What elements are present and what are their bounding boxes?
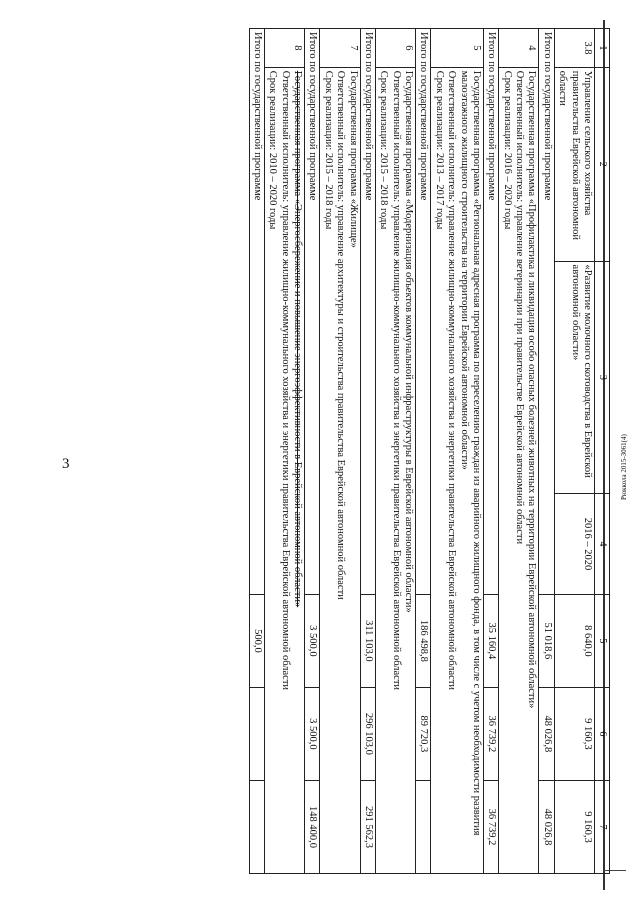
header-cell: 3 bbox=[595, 261, 610, 494]
value-cell: 35 160,4 bbox=[484, 594, 499, 687]
program-row bbox=[376, 29, 416, 874]
program-description bbox=[431, 67, 484, 873]
row-number: 8 bbox=[265, 29, 305, 68]
total-row bbox=[539, 29, 554, 874]
row-number: 5 bbox=[431, 29, 484, 68]
program-period: Срок реализации: 2015 – 2018 годы bbox=[378, 70, 390, 230]
total-label: Итого по государственной программе bbox=[360, 29, 375, 595]
value-cell: 311 103,0 bbox=[360, 594, 375, 687]
total-row bbox=[305, 29, 320, 874]
total-row bbox=[249, 29, 264, 874]
header-cell: 4 bbox=[595, 494, 610, 595]
program-row bbox=[320, 29, 360, 874]
rotated-table-sheet bbox=[102, 28, 610, 874]
header-row bbox=[595, 29, 610, 874]
program-title: Государственная программа «Модернизация объектов коммунальной инфраструктуры в Еврейской автономной области» bbox=[403, 70, 415, 613]
program-period: Срок реализации: 2016 – 2020 годы bbox=[501, 70, 513, 230]
value-cell: 36 739,2 bbox=[484, 780, 499, 873]
program-period: Срок реализации: 2010 – 2020 годы bbox=[267, 70, 279, 230]
value-cell bbox=[249, 780, 264, 873]
period-cell: 2016 – 2020 bbox=[554, 494, 594, 595]
program-description bbox=[499, 67, 539, 873]
header-cell: 7 bbox=[595, 780, 610, 873]
total-label: Итого по государственной программе bbox=[416, 29, 431, 595]
table-row bbox=[554, 29, 594, 874]
value-cell: 89 720,3 bbox=[416, 687, 431, 780]
program-description bbox=[265, 67, 305, 873]
total-label: Итого по государственной программе bbox=[539, 29, 554, 595]
program-title: Государственная программа «Региональная адресная программа по переселению граждан из аварийного жилищного фонда, в том числе с учетом необходимости развития малоэтажного жилищного строительства на территории Еврейской автономной области» bbox=[458, 70, 482, 836]
program-description bbox=[376, 67, 416, 873]
program-title: Государственная программа «Жилище» bbox=[347, 70, 359, 248]
program-executor: Ответственный исполнитель: управление жилищно-коммунального хозяйства и энергетики правительства Еврейской автономной области bbox=[279, 70, 291, 691]
value-cell: 3 500,0 bbox=[305, 687, 320, 780]
total-label: Итого по государственной программе bbox=[484, 29, 499, 595]
total-label: Итого по государственной программе bbox=[249, 29, 264, 595]
program-row bbox=[265, 29, 305, 874]
value-cell: 500,0 bbox=[249, 594, 264, 687]
value-cell: 36 739,2 bbox=[484, 687, 499, 780]
row-number: 6 bbox=[376, 29, 416, 68]
header-cell: 2 bbox=[595, 67, 610, 261]
value-cell: 9 160,3 bbox=[554, 780, 594, 873]
program-description bbox=[320, 67, 360, 873]
program-period: Срок реализации: 2013 – 2017 годы bbox=[433, 70, 445, 230]
row-number: 7 bbox=[320, 29, 360, 68]
row-number: 3.8 bbox=[554, 29, 594, 68]
value-cell: 148 400,0 bbox=[305, 780, 320, 873]
program-executor: Ответственный исполнитель: управление ветеринарии при правительстве Еврейской автономной области bbox=[514, 70, 526, 545]
header-cell: 1 bbox=[595, 29, 610, 68]
program-period: Срок реализации: 2015 – 2018 годы bbox=[322, 70, 334, 230]
value-cell: 48 026,8 bbox=[539, 687, 554, 780]
value-cell: 48 026,8 bbox=[539, 780, 554, 873]
total-row bbox=[484, 29, 499, 874]
value-cell: 296 103,0 bbox=[360, 687, 375, 780]
program-title: Государственная программа «Энергосбережение и повышение энергоэффективности в Еврейской автономной области» bbox=[292, 70, 304, 608]
budget-table bbox=[249, 28, 610, 874]
value-cell: 3 500,0 bbox=[305, 594, 320, 687]
value-cell: 9 160,3 bbox=[554, 687, 594, 780]
value-cell bbox=[249, 687, 264, 780]
program-executor: Ответственный исполнитель: управление архитектуры и строительства правительства Еврейской автономной области bbox=[335, 70, 347, 600]
subprogram-cell: «Развитие молочного скотоводства в Еврейской автономной области» bbox=[554, 261, 594, 494]
value-cell: 291 562,3 bbox=[360, 780, 375, 873]
program-executor: Ответственный исполнитель: управление жилищно-коммунального хозяйства и энергетики правительства Еврейской автономной области bbox=[446, 70, 458, 691]
page-number: 3 bbox=[62, 456, 70, 472]
total-row bbox=[360, 29, 375, 874]
total-row bbox=[416, 29, 431, 874]
header-cell: 6 bbox=[595, 687, 610, 780]
value-cell: 51 018,6 bbox=[539, 594, 554, 687]
row-number: 4 bbox=[499, 29, 539, 68]
footer-code: Рюккола 2015-3061(4) bbox=[620, 434, 628, 500]
value-cell: 8 640,0 bbox=[554, 594, 594, 687]
program-row bbox=[431, 29, 484, 874]
header-cell: 5 bbox=[595, 594, 610, 687]
value-cell: 186 498,8 bbox=[416, 594, 431, 687]
total-label: Итого по государственной программе bbox=[305, 29, 320, 595]
program-row bbox=[499, 29, 539, 874]
executor-cell: Управление сельского хозяйства правительства Еврейской автономной области bbox=[554, 67, 594, 261]
program-executor: Ответственный исполнитель: управление жилищно-коммунального хозяйства и энергетики правительства Еврейской автономной области bbox=[390, 70, 402, 691]
program-title: Государственная программа «Профилактика и ликвидация особо опасных болезней животных на территории Еврейской автономной области» bbox=[526, 70, 538, 709]
value-cell bbox=[416, 780, 431, 873]
